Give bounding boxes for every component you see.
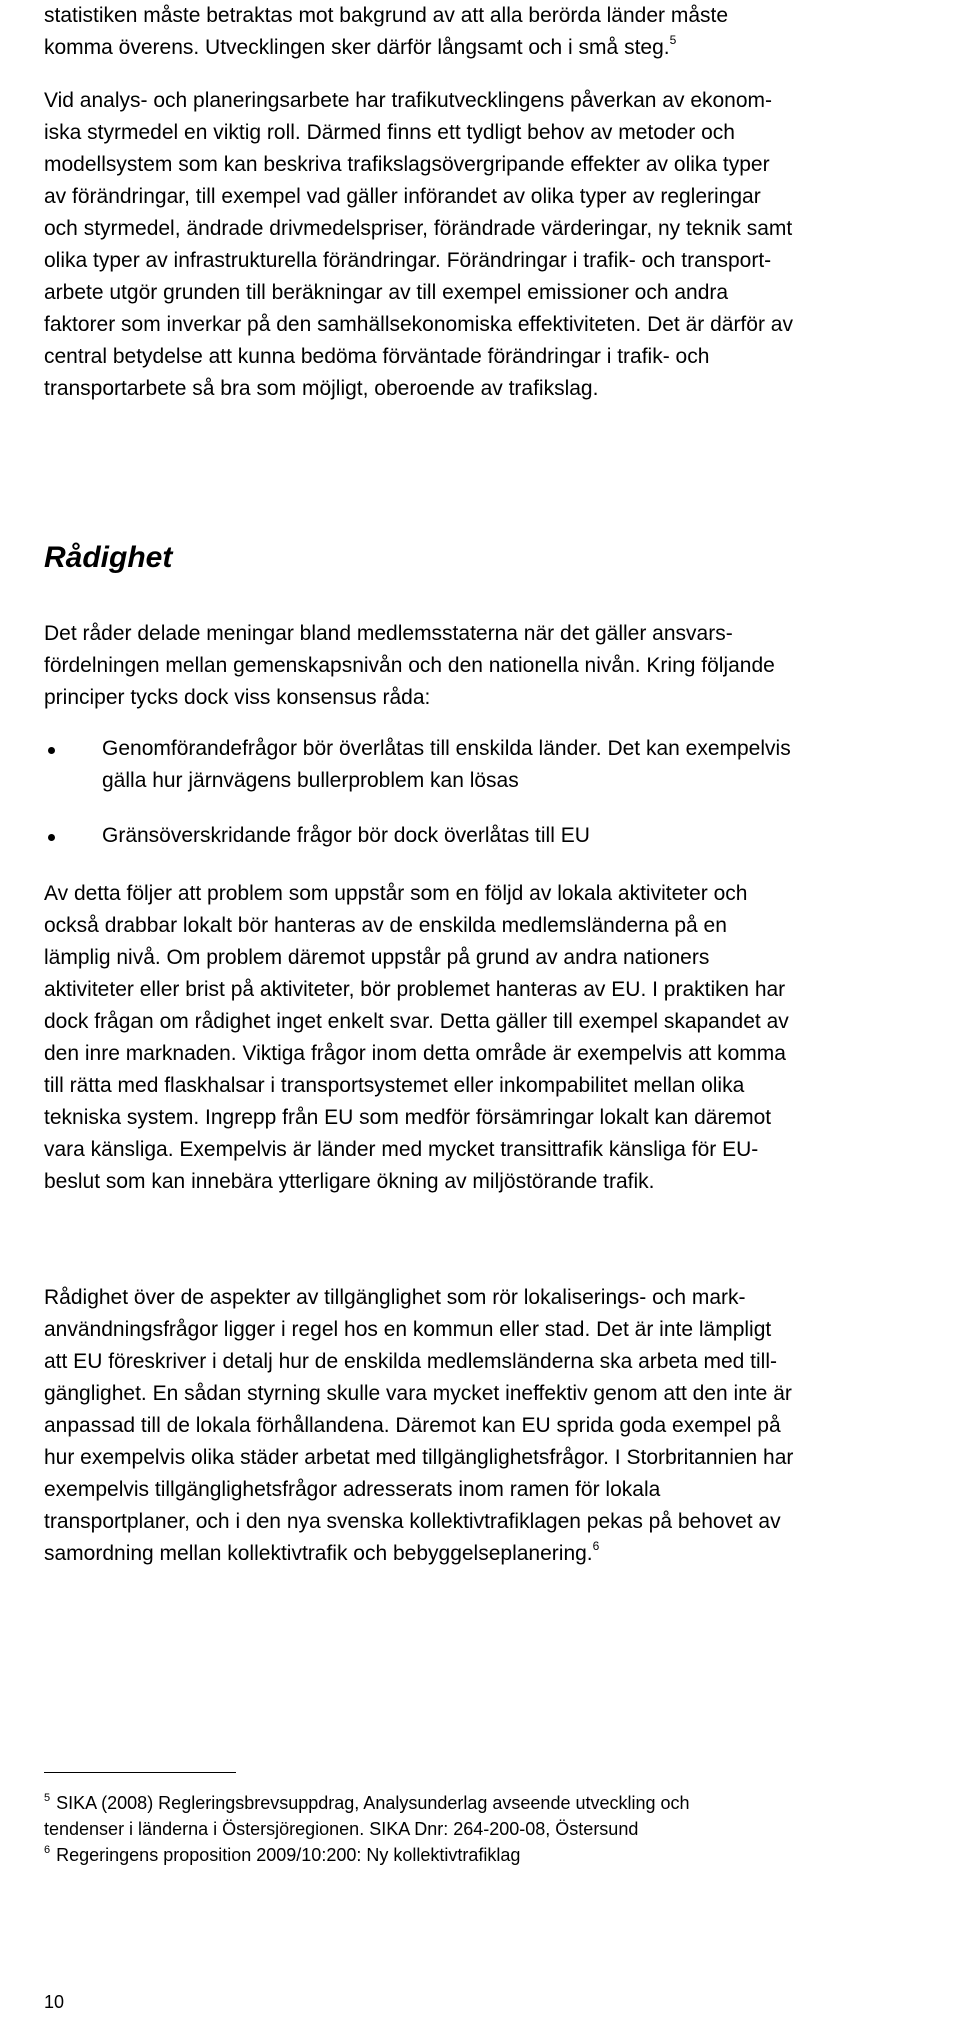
footnote-item [44,1842,924,1868]
footnotes [44,1790,924,1868]
text-line: och styrmedel, ändrade drivmedelspriser, förändrade värderingar, ny teknik samt [44,217,793,240]
text-line: modellsystem som kan beskriva trafikslagsövergripande effekter av olika typer [44,153,770,176]
text-line: beslut som kan innebära ytterligare ökning av miljöstörande trafik. [44,1170,655,1193]
paragraph-3 [44,618,775,714]
text-line: lämplig nivå. Om problem däremot uppstår på grund av andra nationers [44,946,710,969]
text-line: Det råder delade meningar bland medlemsstaterna när det gäller ansvars- [44,622,733,645]
text-line: aktiviteter eller brist på aktiviteter, bör problemet hanteras av EU. I praktiken har [44,978,786,1001]
text-line: Gränsöverskridande frågor bör dock överlåtas till EU [102,824,590,847]
bullet-icon [48,834,55,841]
text-line: anpassad till de lokala förhållandena. Däremot kan EU sprida goda exempel på [44,1414,781,1437]
text-line: av förändringar, till exempel vad gäller införandet av olika typer av regleringar [44,185,761,208]
text-line: tekniska system. Ingrepp från EU som medför försämringar lokalt kan däremot [44,1106,772,1129]
text-line: också drabbar lokalt bör hanteras av de enskilda medlemsländerna på en [44,914,727,937]
text-line: olika typer av infrastrukturella förändringar. Förändringar i trafik- och transport- [44,249,772,272]
paragraph-1 [44,0,728,64]
footnote-reference[interactable]: 6 [592,1539,600,1553]
text-segment: komma överens. Utvecklingen sker därför långsamt och i små steg. [44,36,670,59]
text-line: principer tycks dock viss konsensus råda: [44,686,431,709]
list-item [44,733,924,797]
text-line [44,32,728,64]
text-line: användningsfrågor ligger i regel hos en kommun eller stad. Det är inte lämpligt [44,1318,772,1341]
text-line: Vid analys- och planeringsarbete har trafikutvecklingens påverkan av ekonom- [44,89,773,112]
footnote-line: tendenser i länderna i Östersjöregionen. SIKA Dnr: 264-200-08, Östersund [44,1819,639,1839]
footnote-line [44,1790,924,1816]
footnote-reference[interactable]: 5 [669,33,677,47]
text-line: exempelvis tillgänglighetsfrågor adresserats inom ramen för lokala [44,1478,661,1501]
text-line: faktorer som inverkar på den samhällsekonomiska effektiviteten. Det är därför av [44,313,793,336]
text-line: till rätta med flaskhalsar i transportsystemet eller inkompabilitet mellan olika [44,1074,745,1097]
text-line: arbete utgör grunden till beräkningar av till exempel emissioner och andra [44,281,729,304]
list-item [44,820,924,852]
text-line: Av detta följer att problem som uppstår som en följd av lokala aktiviteter och [44,882,748,905]
text-line: fördelningen mellan gemenskapsnivån och den nationella nivån. Kring följande [44,654,775,677]
text-line: hur exempelvis olika städer arbetat med tillgänglighetsfrågor. I Storbritannien har [44,1446,794,1469]
footnote-separator [44,1772,236,1773]
bullet-icon [48,747,55,754]
paragraph-4 [44,878,789,1198]
footnote-line [44,1842,924,1868]
footnote-item [44,1790,924,1842]
text-line: vara känsliga. Exempelvis är länder med mycket transittrafik känsliga för EU- [44,1138,759,1161]
text-line: att EU föreskriver i detalj hur de enskilda medlemsländerna ska arbeta med till- [44,1350,778,1373]
paragraph-2 [44,85,793,405]
footnote-number: 6 [44,1844,51,1856]
page-number: 10 [44,1992,65,2012]
text-line: transportplaner, och i den nya svenska kollektivtrafiklagen pekas på behovet av [44,1510,781,1533]
bullet-list [44,733,924,852]
text-line: den inre marknaden. Viktiga frågor inom detta område är exempelvis att komma [44,1042,786,1065]
text-line: dock frågan om rådighet inget enkelt svar. Detta gäller till exempel skapandet av [44,1010,789,1033]
paragraph-5 [44,1282,793,1570]
section-heading: Rådighet [44,541,173,574]
footnote-text: SIKA (2008) Regleringsbrevsuppdrag, Analysunderlag avseende utveckling och [56,1793,690,1813]
text-line: gänglighet. En sådan styrning skulle vara mycket ineffektiv genom att den inte är [44,1382,792,1405]
text-line: transportarbete så bra som möjligt, oberoende av trafikslag. [44,377,599,400]
text-line: Rådighet över de aspekter av tillgänglighet som rör lokaliserings- och mark- [44,1286,746,1309]
text-line: iska styrmedel en viktig roll. Därmed finns ett tydligt behov av metoder och [44,121,735,144]
text-line: statistiken måste betraktas mot bakgrund av att alla berörda länder måste [44,4,729,27]
footnote-number: 5 [44,1792,51,1804]
text-segment: samordning mellan kollektivtrafik och bebyggelseplanering. [44,1542,593,1565]
text-line: Genomförandefrågor bör överlåtas till enskilda länder. Det kan exempelvis [102,737,791,760]
text-line [44,1538,793,1570]
footnote-text: Regeringens proposition 2009/10:200: Ny kollektivtrafiklag [56,1845,521,1865]
text-line: gälla hur järnvägens bullerproblem kan lösas [102,769,519,792]
text-line: central betydelse att kunna bedöma förväntade förändringar i trafik- och [44,345,710,368]
